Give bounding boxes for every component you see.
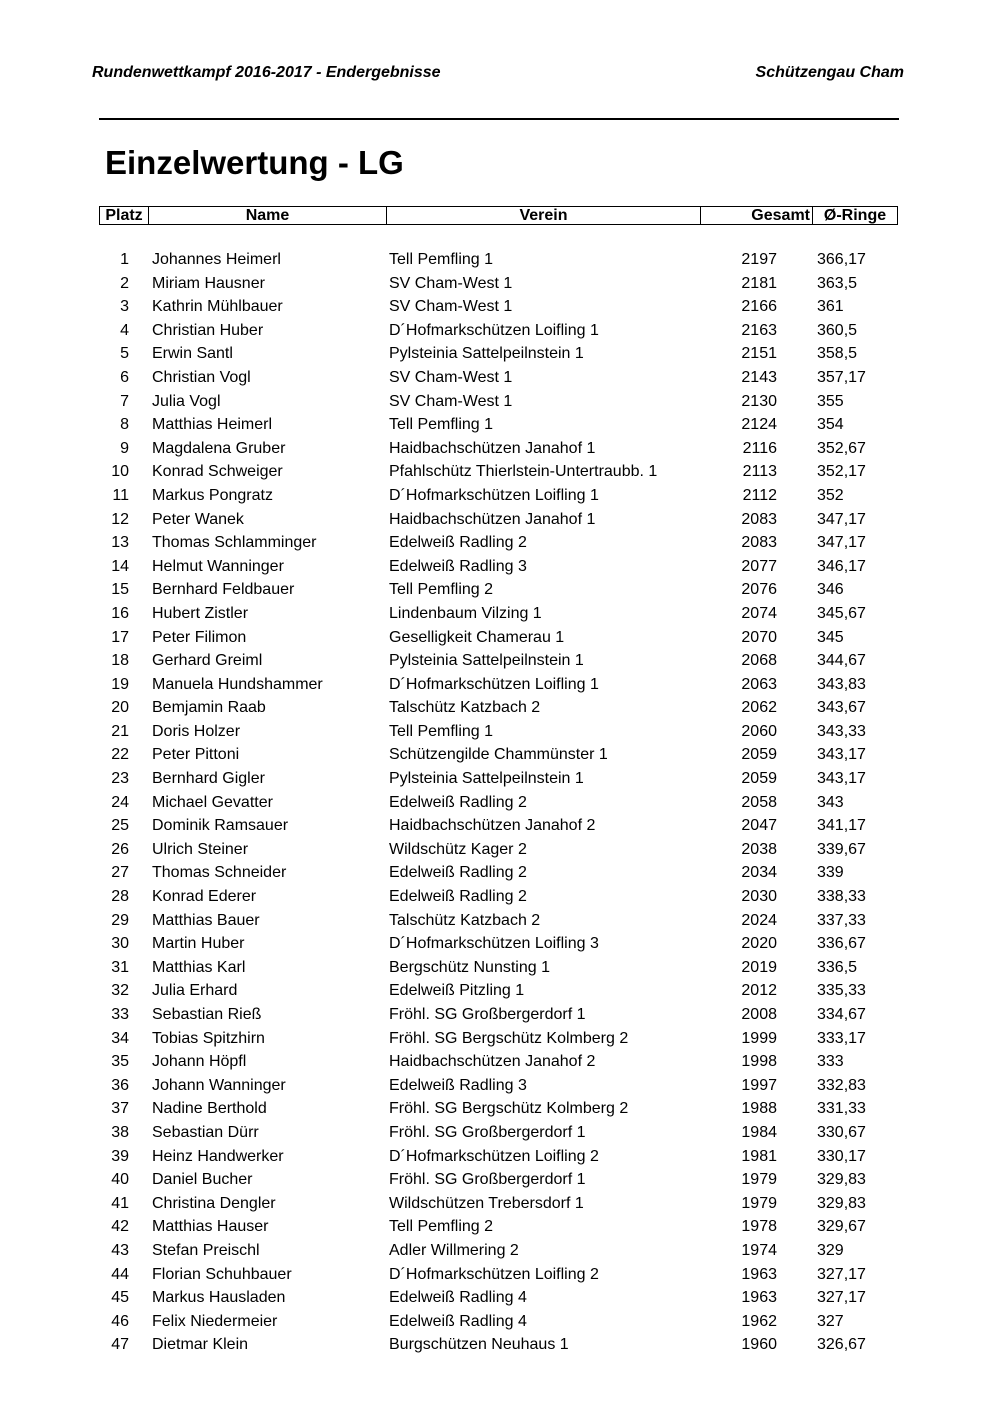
average-cell: 336,5 (817, 958, 858, 976)
rank-cell: 7 (120, 392, 129, 410)
rank-cell: 38 (111, 1123, 129, 1141)
average-cell: 326,67 (817, 1336, 866, 1354)
average-cell: 343,17 (817, 746, 866, 764)
club-cell: Talschütz Katzbach 2 (389, 699, 541, 717)
average-cell: 352 (817, 486, 844, 504)
table-row (0, 1121, 1000, 1145)
rank-cell: 36 (111, 1076, 129, 1094)
club-cell: Pylsteinia Sattelpeilnstein 1 (389, 652, 584, 670)
table-row (0, 1003, 1000, 1027)
total-cell: 2062 (741, 699, 777, 717)
rank-cell: 6 (120, 368, 129, 386)
document-header-organization: Schützengau Cham (755, 64, 904, 81)
rank-cell: 3 (120, 298, 129, 316)
total-cell: 1984 (741, 1123, 777, 1141)
rank-cell: 42 (111, 1218, 129, 1236)
club-cell: D´Hofmarkschützen Loifling 2 (389, 1147, 599, 1165)
club-cell: Fröhl. SG Bergschütz Kolmberg 2 (389, 1100, 629, 1118)
table-row (0, 649, 1000, 673)
name-cell: Daniel Bucher (152, 1171, 253, 1189)
total-cell: 2068 (741, 652, 777, 670)
table-row (0, 1050, 1000, 1074)
club-cell: Talschütz Katzbach 2 (389, 911, 541, 929)
column-header-ringe: Ø-Ringe (823, 207, 887, 224)
total-cell: 1979 (741, 1194, 777, 1212)
rank-cell: 29 (111, 911, 129, 929)
average-cell: 343 (817, 793, 844, 811)
average-cell: 363,5 (817, 274, 858, 292)
total-cell: 2076 (741, 581, 777, 599)
rank-cell: 17 (111, 628, 129, 646)
rank-cell: 18 (111, 652, 129, 670)
table-row (0, 1333, 1000, 1357)
average-cell: 343,83 (817, 675, 866, 693)
average-cell: 346,17 (817, 557, 866, 575)
rank-cell: 43 (111, 1241, 129, 1259)
name-cell: Dietmar Klein (152, 1336, 249, 1354)
average-cell: 327,17 (817, 1265, 866, 1283)
name-cell: Christian Huber (152, 321, 264, 339)
rank-cell: 35 (111, 1053, 129, 1071)
total-cell: 1962 (741, 1312, 777, 1330)
rank-cell: 10 (111, 463, 129, 481)
name-cell: Ulrich Steiner (152, 840, 249, 858)
total-cell: 1998 (741, 1053, 777, 1071)
average-cell: 335,33 (817, 982, 866, 1000)
total-cell: 2063 (741, 675, 777, 693)
club-cell: Edelweiß Radling 2 (389, 888, 527, 906)
table-row (0, 1074, 1000, 1098)
rank-cell: 15 (111, 581, 129, 599)
average-cell: 358,5 (817, 345, 858, 363)
rank-cell: 5 (120, 345, 129, 363)
total-cell: 1979 (741, 1171, 777, 1189)
column-header-gesamt: Gesamt (701, 207, 813, 224)
rank-cell: 33 (111, 1006, 129, 1023)
name-cell: Nadine Berthold (152, 1100, 267, 1118)
club-cell: Tell Pemfling 1 (389, 722, 494, 740)
rank-cell: 25 (111, 817, 129, 835)
total-cell: 2038 (741, 840, 777, 858)
total-cell: 2112 (742, 486, 777, 504)
column-header-platz: Platz (100, 207, 149, 224)
average-cell: 331,33 (817, 1100, 866, 1118)
club-cell: Adler Willmering 2 (389, 1241, 519, 1259)
table-row (0, 626, 1000, 650)
average-cell: 327 (817, 1312, 844, 1330)
total-cell: 2124 (741, 416, 777, 434)
name-cell: Thomas Schlamminger (152, 534, 317, 552)
name-cell: Markus Hausladen (152, 1289, 286, 1307)
average-cell: 327,17 (817, 1289, 866, 1307)
average-cell: 345 (817, 628, 844, 646)
average-cell: 336,67 (817, 935, 866, 953)
name-cell: Doris Holzer (152, 722, 241, 740)
club-cell: Haidbachschützen Janahof 1 (389, 510, 596, 528)
name-cell: Gerhard Greiml (152, 652, 263, 670)
name-cell: Bernhard Gigler (152, 770, 265, 788)
total-cell: 2151 (741, 345, 777, 363)
total-cell: 1978 (741, 1218, 777, 1236)
total-cell: 1963 (741, 1265, 777, 1283)
name-cell: Sebastian Dürr (152, 1123, 259, 1141)
club-cell: Haidbachschützen Janahof 2 (389, 817, 596, 835)
rank-cell: 16 (111, 604, 129, 622)
club-cell: Edelweiß Radling 4 (389, 1312, 527, 1330)
name-cell: Thomas Schneider (152, 864, 287, 882)
average-cell: 329,83 (817, 1194, 866, 1212)
total-cell: 2008 (741, 1006, 777, 1023)
club-cell: Tell Pemfling 1 (389, 251, 494, 268)
name-cell: Christina Dengler (152, 1194, 276, 1212)
name-cell: Magdalena Gruber (152, 439, 286, 457)
table-row (0, 1097, 1000, 1121)
rank-cell: 41 (111, 1194, 129, 1212)
club-cell: Haidbachschützen Janahof 1 (389, 439, 596, 457)
table-row (0, 673, 1000, 697)
table-row (0, 814, 1000, 838)
average-cell: 341,17 (817, 817, 866, 835)
header-divider (99, 118, 899, 120)
average-cell: 366,17 (817, 251, 866, 268)
rank-cell: 20 (111, 699, 129, 717)
table-row (0, 602, 1000, 626)
average-cell: 333,17 (817, 1029, 866, 1047)
club-cell: Tell Pemfling 2 (389, 581, 494, 599)
average-cell: 347,17 (817, 510, 866, 528)
rank-cell: 8 (120, 416, 129, 434)
rank-cell: 9 (120, 439, 129, 457)
name-cell: Kathrin Mühlbauer (152, 298, 283, 316)
table-row (0, 1027, 1000, 1051)
name-cell: Michael Gevatter (152, 793, 273, 811)
table-row (0, 366, 1000, 390)
table-row (0, 555, 1000, 579)
total-cell: 2024 (741, 911, 777, 929)
total-cell: 2116 (742, 439, 777, 457)
column-header-name: Name (149, 207, 387, 224)
table-row (0, 1168, 1000, 1192)
average-cell: 347,17 (817, 534, 866, 552)
total-cell: 2083 (741, 534, 777, 552)
name-cell: Florian Schuhbauer (152, 1265, 292, 1283)
name-cell: Dominik Ramsauer (152, 817, 289, 835)
table-row (0, 390, 1000, 414)
name-cell: Matthias Bauer (152, 911, 260, 929)
name-cell: Stefan Preischl (152, 1241, 260, 1259)
name-cell: Christian Vogl (152, 368, 251, 386)
table-row (0, 909, 1000, 933)
document-header-title: Rundenwettkampf 2016-2017 - Endergebnisse (92, 64, 441, 81)
average-cell: 338,33 (817, 888, 866, 906)
total-cell: 2163 (741, 321, 777, 339)
average-cell: 360,5 (817, 321, 858, 339)
total-cell: 2070 (741, 628, 777, 646)
name-cell: Peter Filimon (152, 628, 247, 646)
average-cell: 343,33 (817, 722, 866, 740)
table-row (0, 342, 1000, 366)
average-cell: 330,67 (817, 1123, 866, 1141)
club-cell: Edelweiß Radling 2 (389, 793, 527, 811)
club-cell: Burgschützen Neuhaus 1 (389, 1336, 569, 1354)
table-row (0, 743, 1000, 767)
club-cell: Wildschütz Kager 2 (389, 840, 527, 858)
average-cell: 339,67 (817, 840, 866, 858)
name-cell: Erwin Santl (152, 345, 233, 363)
table-row (0, 248, 1000, 272)
club-cell: Edelweiß Radling 2 (389, 864, 527, 882)
rank-cell: 23 (111, 770, 129, 788)
total-cell: 1960 (741, 1336, 777, 1354)
name-cell: Matthias Karl (152, 958, 246, 976)
club-cell: Schützengilde Chammünster 1 (389, 746, 608, 764)
rank-cell: 13 (111, 534, 129, 552)
name-cell: Julia Erhard (152, 982, 238, 1000)
average-cell: 337,33 (817, 911, 866, 929)
total-cell: 2197 (741, 251, 777, 268)
total-cell: 1981 (741, 1147, 777, 1165)
name-cell: Matthias Heimerl (152, 416, 273, 434)
name-cell: Felix Niedermeier (152, 1312, 278, 1330)
average-cell: 345,67 (817, 604, 866, 622)
club-cell: Bergschütz Nunsting 1 (389, 958, 550, 976)
average-cell: 329,83 (817, 1171, 866, 1189)
rank-cell: 14 (111, 557, 129, 575)
club-cell: Geselligkeit Chamerau 1 (389, 628, 565, 646)
table-row (0, 1145, 1000, 1169)
name-cell: Helmut Wanninger (152, 557, 284, 575)
table-row (0, 1192, 1000, 1216)
rank-cell: 39 (111, 1147, 129, 1165)
rank-cell: 24 (111, 793, 129, 811)
rank-cell: 12 (111, 510, 129, 528)
name-cell: Tobias Spitzhirn (152, 1029, 265, 1047)
average-cell: 343,17 (817, 770, 866, 788)
average-cell: 355 (817, 392, 844, 410)
table-row (0, 696, 1000, 720)
table-row (0, 838, 1000, 862)
club-cell: Lindenbaum Vilzing 1 (389, 604, 542, 622)
name-cell: Matthias Hauser (152, 1218, 269, 1236)
total-cell: 1999 (741, 1029, 777, 1047)
total-cell: 2083 (741, 510, 777, 528)
club-cell: SV Cham-West 1 (389, 298, 513, 316)
total-cell: 1963 (741, 1289, 777, 1307)
club-cell: SV Cham-West 1 (389, 274, 513, 292)
average-cell: 361 (817, 298, 844, 316)
total-cell: 2143 (741, 368, 777, 386)
total-cell: 1974 (741, 1241, 777, 1259)
table-row (0, 437, 1000, 461)
total-cell: 2077 (741, 557, 777, 575)
total-cell: 2034 (741, 864, 777, 882)
club-cell: Edelweiß Radling 3 (389, 1076, 527, 1094)
total-cell: 2181 (741, 274, 777, 292)
total-cell: 2059 (741, 746, 777, 764)
name-cell: Heinz Handwerker (152, 1147, 284, 1165)
club-cell: Fröhl. SG Großbergerdorf 1 (389, 1123, 586, 1141)
club-cell: Edelweiß Radling 3 (389, 557, 527, 575)
table-row (0, 1215, 1000, 1239)
total-cell: 2113 (742, 463, 777, 481)
rank-cell: 44 (111, 1265, 129, 1283)
total-cell: 2130 (741, 392, 777, 410)
table-row (0, 272, 1000, 296)
rank-cell: 34 (111, 1029, 129, 1047)
name-cell: Markus Pongratz (152, 486, 273, 504)
average-cell: 352,67 (817, 439, 866, 457)
table-row (0, 1286, 1000, 1310)
club-cell: D´Hofmarkschützen Loifling 1 (389, 675, 599, 693)
club-cell: Fröhl. SG Großbergerdorf 1 (389, 1006, 586, 1023)
table-row (0, 791, 1000, 815)
rank-cell: 30 (111, 935, 129, 953)
rank-cell: 22 (111, 746, 129, 764)
name-cell: Johann Wanninger (152, 1076, 286, 1094)
club-cell: Edelweiß Pitzling 1 (389, 982, 525, 1000)
name-cell: Martin Huber (152, 935, 245, 953)
table-row (0, 932, 1000, 956)
club-cell: Fröhl. SG Großbergerdorf 1 (389, 1171, 586, 1189)
rank-cell: 2 (120, 274, 129, 292)
rank-cell: 37 (111, 1100, 129, 1118)
table-row (0, 767, 1000, 791)
results-table-body (0, 248, 1000, 1357)
rank-cell: 46 (111, 1312, 129, 1330)
name-cell: Bemjamin Raab (152, 699, 266, 717)
club-cell: Pylsteinia Sattelpeilnstein 1 (389, 345, 584, 363)
average-cell: 330,17 (817, 1147, 866, 1165)
table-row (0, 720, 1000, 744)
club-cell: Wildschützen Trebersdorf 1 (389, 1194, 584, 1212)
total-cell: 1988 (741, 1100, 777, 1118)
club-cell: D´Hofmarkschützen Loifling 1 (389, 486, 599, 504)
table-row (0, 484, 1000, 508)
average-cell: 346 (817, 581, 844, 599)
total-cell: 2019 (741, 958, 777, 976)
total-cell: 2047 (741, 817, 777, 835)
rank-cell: 31 (111, 958, 129, 976)
name-cell: Hubert Zistler (152, 604, 249, 622)
name-cell: Julia Vogl (152, 392, 221, 410)
rank-cell: 27 (111, 864, 129, 882)
rank-cell: 21 (111, 722, 129, 740)
club-cell: SV Cham-West 1 (389, 392, 513, 410)
table-row (0, 885, 1000, 909)
table-row (0, 295, 1000, 319)
name-cell: Manuela Hundshammer (152, 675, 323, 693)
club-cell: Haidbachschützen Janahof 2 (389, 1053, 596, 1071)
table-row (0, 1310, 1000, 1334)
average-cell: 339 (817, 864, 844, 882)
table-row (0, 413, 1000, 437)
total-cell: 2060 (741, 722, 777, 740)
average-cell: 343,67 (817, 699, 866, 717)
club-cell: Pylsteinia Sattelpeilnstein 1 (389, 770, 584, 788)
name-cell: Johann Höpfl (152, 1053, 247, 1071)
average-cell: 354 (817, 416, 844, 434)
average-cell: 344,67 (817, 652, 866, 670)
average-cell: 329 (817, 1241, 844, 1259)
table-row (0, 956, 1000, 980)
rank-cell: 28 (111, 888, 129, 906)
rank-cell: 19 (111, 675, 129, 693)
rank-cell: 32 (111, 982, 129, 1000)
club-cell: D´Hofmarkschützen Loifling 1 (389, 321, 599, 339)
club-cell: Pfahlschütz Thierlstein-Untertraubb. 1 (389, 463, 658, 481)
club-cell: D´Hofmarkschützen Loifling 3 (389, 935, 599, 953)
table-header (99, 206, 898, 225)
average-cell: 357,17 (817, 368, 866, 386)
club-cell: Tell Pemfling 1 (389, 416, 494, 434)
club-cell: Edelweiß Radling 4 (389, 1289, 527, 1307)
total-cell: 1997 (741, 1076, 777, 1094)
table-row (0, 861, 1000, 885)
rank-cell: 26 (111, 840, 129, 858)
page-title: Einzelwertung - LG (105, 144, 404, 181)
club-cell: SV Cham-West 1 (389, 368, 513, 386)
name-cell: Peter Pittoni (152, 746, 240, 764)
total-cell: 2058 (741, 793, 777, 811)
total-cell: 2059 (741, 770, 777, 788)
table-row (0, 508, 1000, 532)
rank-cell: 47 (111, 1336, 129, 1354)
table-row (0, 1239, 1000, 1263)
rank-cell: 11 (112, 486, 129, 504)
average-cell: 334,67 (817, 1006, 866, 1023)
average-cell: 329,67 (817, 1218, 866, 1236)
table-row (0, 1263, 1000, 1287)
name-cell: Miriam Hausner (152, 274, 265, 292)
club-cell: Edelweiß Radling 2 (389, 534, 527, 552)
average-cell: 333 (817, 1053, 844, 1071)
total-cell: 2012 (741, 982, 777, 1000)
average-cell: 332,83 (817, 1076, 866, 1094)
rank-cell: 4 (120, 321, 129, 339)
name-cell: Bernhard Feldbauer (152, 581, 295, 599)
rank-cell: 1 (120, 251, 129, 268)
name-cell: Johannes Heimerl (152, 251, 281, 268)
club-cell: D´Hofmarkschützen Loifling 2 (389, 1265, 599, 1283)
name-cell: Konrad Ederer (152, 888, 257, 906)
rank-cell: 45 (111, 1289, 129, 1307)
table-row (0, 460, 1000, 484)
total-cell: 2074 (741, 604, 777, 622)
table-row (0, 531, 1000, 555)
total-cell: 2030 (741, 888, 777, 906)
total-cell: 2166 (741, 298, 777, 316)
column-header-verein: Verein (387, 207, 701, 224)
name-cell: Konrad Schweiger (152, 463, 283, 481)
total-cell: 2020 (741, 935, 777, 953)
table-row (0, 319, 1000, 343)
club-cell: Fröhl. SG Bergschütz Kolmberg 2 (389, 1029, 629, 1047)
table-row (0, 979, 1000, 1003)
name-cell: Sebastian Rieß (152, 1006, 262, 1023)
club-cell: Tell Pemfling 2 (389, 1218, 494, 1236)
rank-cell: 40 (111, 1171, 129, 1189)
average-cell: 352,17 (817, 463, 866, 481)
table-row (0, 578, 1000, 602)
name-cell: Peter Wanek (152, 510, 244, 528)
